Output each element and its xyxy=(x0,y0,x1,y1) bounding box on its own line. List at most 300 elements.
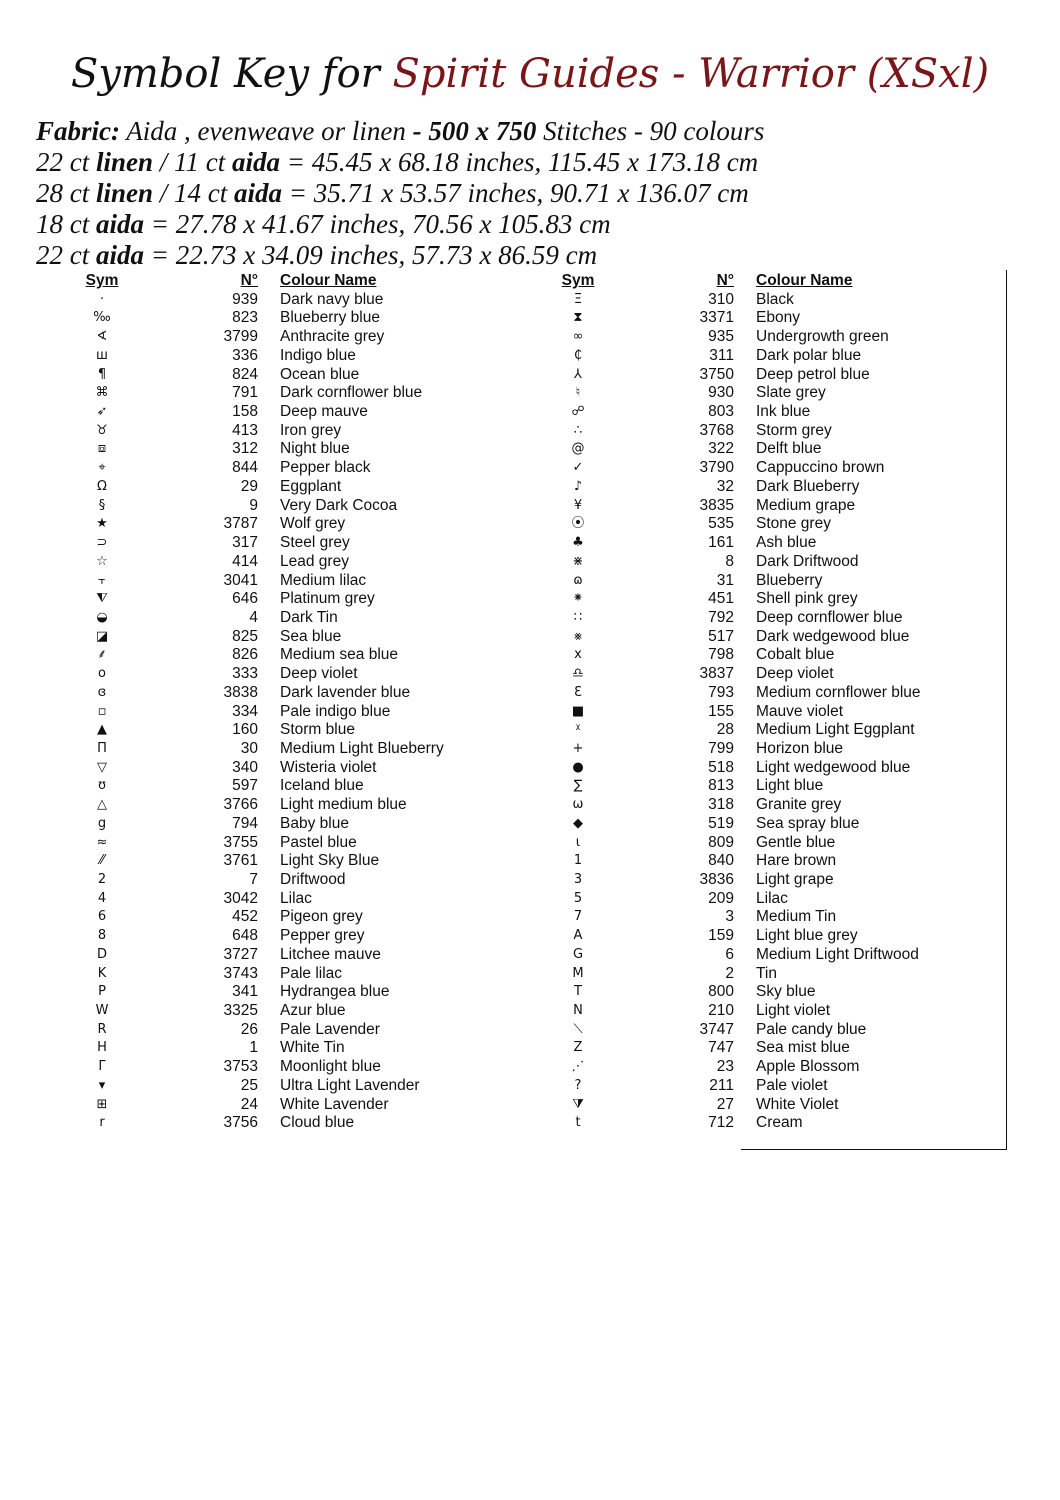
sym-header: Sym xyxy=(85,272,119,289)
colour-name-cell: Dark Blueberry xyxy=(756,477,860,495)
symbol-cell: ∴ xyxy=(573,422,583,438)
symbol-cell: ⟍ xyxy=(573,1021,583,1037)
fabric-label: Fabric: xyxy=(36,116,120,146)
number-cell: 826 xyxy=(232,646,258,664)
colour-name-cell: Mauve violet xyxy=(756,702,844,720)
table-row xyxy=(546,534,966,553)
symbol-cell: ɷ xyxy=(573,572,583,588)
table-row xyxy=(546,1096,966,1115)
table-row xyxy=(546,1002,966,1021)
number-cell: 155 xyxy=(708,702,734,720)
table-row xyxy=(70,515,490,534)
colour-name-cell: Dark Tin xyxy=(280,608,338,626)
table-row xyxy=(70,534,490,553)
symbol-cell: △ xyxy=(97,797,107,813)
table-row xyxy=(546,291,966,310)
number-cell: 518 xyxy=(708,758,734,776)
table-row xyxy=(546,665,966,684)
colour-name-cell: Sea spray blue xyxy=(756,814,860,832)
colour-name-cell: Light medium blue xyxy=(280,796,407,814)
table-row xyxy=(546,366,966,385)
number-cell: 414 xyxy=(232,552,258,570)
table-row xyxy=(70,796,490,815)
symbol-cell: ◒ xyxy=(96,609,108,625)
table-row xyxy=(70,1096,490,1115)
table-row xyxy=(546,440,966,459)
colour-name-cell: Anthracite grey xyxy=(280,328,385,346)
fabric-info xyxy=(36,116,1046,271)
page-title xyxy=(0,52,1060,96)
number-cell: 793 xyxy=(708,683,734,701)
symbol-cell: ∞ xyxy=(572,329,584,345)
symbol-cell: ? xyxy=(574,1077,582,1093)
colour-name-cell: Ink blue xyxy=(756,403,811,421)
colour-name-cell: Light violet xyxy=(756,1002,831,1020)
table-row xyxy=(546,1114,966,1133)
symbol-cell: ⁕ xyxy=(572,591,584,607)
colour-name-cell: Horizon blue xyxy=(756,739,844,757)
table-row xyxy=(546,497,966,516)
number-cell: 3325 xyxy=(223,1002,258,1020)
colour-name-cell: Black xyxy=(756,290,794,308)
symbol-cell: ω xyxy=(572,797,584,813)
colour-name-cell: Apple Blossom xyxy=(756,1058,860,1076)
table-row xyxy=(70,815,490,834)
fabric-size: - 500 x 750 xyxy=(412,116,537,146)
number-cell: 27 xyxy=(716,1095,734,1113)
symbol-cell: ∢ xyxy=(96,329,108,345)
table-row xyxy=(70,665,490,684)
number-cell: 209 xyxy=(708,889,734,907)
symbol-cell: ‰ xyxy=(93,310,111,326)
symbol-cell: ◪ xyxy=(95,628,109,644)
symbol-cell: 5 xyxy=(573,890,583,906)
symbol-cell: ш xyxy=(96,347,108,363)
number-cell: 452 xyxy=(232,908,258,926)
symbol-cell: K xyxy=(97,965,107,981)
colour-name-cell: Pale candy blue xyxy=(756,1020,867,1038)
size-line: 22 ct aida = 22.73 x 34.09 inches, 57.73 x 86.59 cm xyxy=(36,240,598,270)
symbol-cell: x xyxy=(574,647,582,663)
number-cell: 26 xyxy=(240,1020,258,1038)
symbol-cell: ⋰ xyxy=(571,1059,585,1075)
symbol-cell: Z xyxy=(573,1040,583,1056)
symbol-cell: ♉ xyxy=(96,422,108,438)
table-row xyxy=(70,1021,490,1040)
table-row xyxy=(546,459,966,478)
table-row xyxy=(546,553,966,572)
symbol-cell: 7 xyxy=(573,909,583,925)
symbol-cell: ♪ xyxy=(573,478,583,494)
number-cell: 712 xyxy=(708,1114,734,1132)
table-row xyxy=(546,572,966,591)
table-row xyxy=(70,478,490,497)
colour-name-cell: Pale violet xyxy=(756,1076,828,1094)
number-cell: 939 xyxy=(232,290,258,308)
symbol-cell: A xyxy=(573,928,583,944)
colour-name-cell: Pale indigo blue xyxy=(280,702,391,720)
fabric-materials: Aida , evenweave or linen xyxy=(120,116,413,146)
fabric-line xyxy=(36,116,1046,147)
symbol-cell: ⧈ xyxy=(97,441,107,457)
bottom-border xyxy=(741,1149,1007,1150)
table-row xyxy=(546,852,966,871)
number-cell: 798 xyxy=(708,646,734,664)
symbol-cell: ⧗ xyxy=(573,310,583,326)
num-header: N° xyxy=(716,272,734,289)
colour-name-cell: Ebony xyxy=(756,309,800,327)
number-cell: 3837 xyxy=(699,665,734,683)
table-header xyxy=(70,272,490,291)
colour-name-cell: Cloud blue xyxy=(280,1114,355,1132)
colour-name-cell: Medium lilac xyxy=(280,571,367,589)
table-row xyxy=(70,403,490,422)
symbol-cell: W xyxy=(95,1003,109,1019)
number-cell: 792 xyxy=(708,608,734,626)
number-cell: 23 xyxy=(716,1058,734,1076)
number-cell: 3743 xyxy=(223,964,258,982)
colour-name-cell: White Lavender xyxy=(280,1095,389,1113)
symbol-cell: ▫ xyxy=(97,703,107,719)
right-border xyxy=(1006,270,1007,1150)
symbol-cell: P xyxy=(98,984,106,1000)
symbol-cell: ➶ xyxy=(96,404,108,420)
number-cell: 25 xyxy=(240,1076,258,1094)
symbol-cell: o xyxy=(98,666,106,682)
symbol-cell: ⌘ xyxy=(95,385,109,401)
table-row xyxy=(70,628,490,647)
symbol-cell: ₵ xyxy=(573,347,583,363)
colour-name-cell: Dark cornflower blue xyxy=(280,384,423,402)
symbol-cell: D xyxy=(96,946,107,962)
name-header: Colour Name xyxy=(756,272,853,289)
colour-name-cell: Wolf grey xyxy=(280,515,346,533)
symbol-cell: Γ xyxy=(98,1059,106,1075)
colour-name-cell: Ultra Light Lavender xyxy=(280,1076,420,1094)
table-row xyxy=(70,740,490,759)
table-row xyxy=(70,328,490,347)
number-cell: 3799 xyxy=(223,328,258,346)
table-row xyxy=(70,1114,490,1133)
colour-name-cell: Deep violet xyxy=(756,665,834,683)
number-cell: 813 xyxy=(708,777,734,795)
colour-name-cell: Slate grey xyxy=(756,384,826,402)
colour-name-cell: Blueberry blue xyxy=(280,309,380,327)
number-cell: 844 xyxy=(232,459,258,477)
symbol-cell: ɞ xyxy=(97,684,107,700)
table-header xyxy=(546,272,966,291)
colour-name-cell: Dark lavender blue xyxy=(280,683,411,701)
symbol-cell: ✓ xyxy=(572,460,584,476)
number-cell: 803 xyxy=(708,403,734,421)
table-row xyxy=(546,983,966,1002)
number-cell: 809 xyxy=(708,833,734,851)
table-row xyxy=(70,852,490,871)
symbol-cell: 4 xyxy=(97,890,107,906)
colour-name-cell: Granite grey xyxy=(756,796,842,814)
symbol-cell: 2 xyxy=(97,872,107,887)
symbol-cell: ▲ xyxy=(97,722,107,738)
colour-name-cell: Platinum grey xyxy=(280,590,375,608)
number-cell: 341 xyxy=(232,983,258,1001)
table-row xyxy=(546,815,966,834)
number-cell: 2 xyxy=(725,964,734,982)
number-cell: 30 xyxy=(240,739,258,757)
colour-name-cell: Baby blue xyxy=(280,814,349,832)
colour-name-cell: Eggplant xyxy=(280,477,342,495)
number-cell: 7 xyxy=(249,871,258,888)
symbol-cell: ∑ xyxy=(573,778,583,794)
number-cell: 160 xyxy=(232,721,258,739)
symbol-cell: ◆ xyxy=(573,815,583,831)
number-cell: 6 xyxy=(725,945,734,963)
symbol-cell: ♎ xyxy=(572,666,584,682)
number-cell: 3753 xyxy=(223,1058,258,1076)
colour-name-cell: Wisteria violet xyxy=(280,758,377,776)
symbol-cell: ⌖ xyxy=(98,460,106,476)
number-cell: 597 xyxy=(232,777,258,795)
number-cell: 3836 xyxy=(699,871,734,888)
table-row xyxy=(546,1077,966,1096)
number-cell: 413 xyxy=(232,421,258,439)
symbol-cell: 3 xyxy=(573,872,583,887)
number-cell: 3747 xyxy=(699,1020,734,1038)
number-cell: 840 xyxy=(708,852,734,870)
table-row xyxy=(546,684,966,703)
number-cell: 3 xyxy=(725,908,734,926)
symbol-cell: @ xyxy=(571,441,585,457)
number-cell: 3371 xyxy=(699,309,734,327)
colour-name-cell: Indigo blue xyxy=(280,346,356,364)
number-cell: 3041 xyxy=(223,571,258,589)
table-row xyxy=(70,422,490,441)
colour-name-cell: Storm blue xyxy=(280,721,355,739)
table-row xyxy=(70,309,490,328)
table-row xyxy=(546,1039,966,1058)
symbol-cell: ▽ xyxy=(97,759,107,775)
colour-name-cell: Pepper black xyxy=(280,459,371,477)
number-cell: 930 xyxy=(708,384,734,402)
symbol-cell: ¥ xyxy=(573,497,583,513)
colour-name-cell: Cappuccino brown xyxy=(756,459,885,477)
size-line: 18 ct aida = 27.78 x 41.67 inches, 70.56 x 105.83 cm xyxy=(36,209,611,239)
symbol-cell: ⨳ xyxy=(573,628,583,644)
symbol-cell: ⊞ xyxy=(96,1096,108,1112)
colour-name-cell: Tin xyxy=(756,964,777,982)
table-row xyxy=(546,478,966,497)
symbol-cell: ■ xyxy=(571,703,585,719)
table-row xyxy=(546,609,966,628)
table-row xyxy=(70,609,490,628)
number-cell: 791 xyxy=(232,384,258,402)
colour-name-cell: White Tin xyxy=(280,1039,345,1057)
table-row xyxy=(70,721,490,740)
number-cell: 29 xyxy=(240,477,258,495)
table-row xyxy=(70,1077,490,1096)
symbol-cell: ⧩ xyxy=(572,1096,584,1112)
colour-name-cell: Lead grey xyxy=(280,552,349,570)
number-cell: 517 xyxy=(708,627,734,645)
number-cell: 799 xyxy=(708,739,734,757)
symbol-cell: ≈ xyxy=(96,834,108,850)
table-row xyxy=(70,946,490,965)
table-row xyxy=(70,983,490,1002)
colour-name-cell: Sky blue xyxy=(756,983,816,1001)
symbol-cell: ● xyxy=(572,759,584,775)
table-row xyxy=(70,590,490,609)
table-row xyxy=(70,1002,490,1021)
colour-name-cell: Deep petrol blue xyxy=(756,365,870,383)
colour-name-cell: Medium Light Driftwood xyxy=(756,945,919,963)
number-cell: 211 xyxy=(709,1076,734,1094)
colour-name-cell: Dark navy blue xyxy=(280,290,384,308)
number-cell: 535 xyxy=(708,515,734,533)
table-row xyxy=(70,684,490,703)
table-row xyxy=(70,366,490,385)
colour-name-cell: Deep cornflower blue xyxy=(756,608,903,626)
table-row xyxy=(70,777,490,796)
table-row xyxy=(546,890,966,909)
colour-name-cell: Storm grey xyxy=(756,421,832,439)
symbol-cell: ⋇ xyxy=(572,553,584,569)
symbol-cell: Π xyxy=(97,740,107,756)
number-cell: 4 xyxy=(249,608,258,626)
symbol-table-left xyxy=(70,272,490,1133)
number-cell: 334 xyxy=(232,702,258,720)
table-row xyxy=(546,740,966,759)
number-cell: 3755 xyxy=(223,833,258,851)
colour-name-cell: Sea blue xyxy=(280,627,342,645)
symbol-cell: ⊃ xyxy=(96,535,108,551)
table-row xyxy=(70,459,490,478)
symbol-cell: Ξ xyxy=(573,291,583,307)
symbol-cell: ♣ xyxy=(572,535,584,551)
table-row xyxy=(546,777,966,796)
symbol-cell: ¶ xyxy=(97,366,107,382)
symbol-cell: T xyxy=(574,984,582,1000)
colour-name-cell: Cobalt blue xyxy=(756,646,835,664)
symbol-cell: ∷ xyxy=(573,609,583,625)
number-cell: 519 xyxy=(708,814,734,832)
colour-name-cell: Hare brown xyxy=(756,852,837,870)
table-row xyxy=(546,759,966,778)
colour-name-cell: Dark Driftwood xyxy=(756,552,859,570)
number-cell: 825 xyxy=(232,627,258,645)
colour-name-cell: Lilac xyxy=(756,889,788,907)
symbol-cell: ⅄ xyxy=(574,366,582,382)
number-cell: 646 xyxy=(232,590,258,608)
symbol-cell: r xyxy=(99,1115,105,1131)
colour-name-cell: Night blue xyxy=(280,440,350,458)
number-cell: 3835 xyxy=(699,496,734,514)
symbol-cell: t xyxy=(575,1115,581,1131)
colour-name-cell: Medium Light Eggplant xyxy=(756,721,915,739)
number-cell: 3750 xyxy=(699,365,734,383)
table-row xyxy=(70,384,490,403)
number-cell: 210 xyxy=(708,1002,734,1020)
symbol-cell: ♮ xyxy=(575,385,581,401)
sym-header: Sym xyxy=(561,272,595,289)
colour-name-cell: Hydrangea blue xyxy=(280,983,390,1001)
size-line: 22 ct linen / 11 ct aida = 45.45 x 68.18 inches, 115.45 x 173.18 cm xyxy=(36,147,759,177)
number-cell: 317 xyxy=(232,534,258,552)
number-cell: 310 xyxy=(708,290,734,308)
table-row xyxy=(70,1058,490,1077)
table-row xyxy=(546,796,966,815)
table-row xyxy=(546,1058,966,1077)
table-row xyxy=(70,553,490,572)
colour-name-cell: Driftwood xyxy=(280,871,346,888)
table-row xyxy=(70,572,490,591)
symbol-cell: ʊ xyxy=(97,778,107,794)
colour-name-cell: Medium grape xyxy=(756,496,856,514)
table-row xyxy=(546,515,966,534)
colour-name-cell: Light blue xyxy=(756,777,824,795)
symbol-cell: ᵡ xyxy=(575,722,581,738)
table-row xyxy=(546,646,966,665)
table-row xyxy=(546,328,966,347)
colour-name-cell: Pepper grey xyxy=(280,927,365,945)
symbol-cell: g xyxy=(97,815,107,831)
colour-name-cell: Light grape xyxy=(756,871,834,888)
number-cell: 3727 xyxy=(223,945,258,963)
table-row xyxy=(70,759,490,778)
symbol-cell: ⧨ xyxy=(96,591,108,607)
colour-name-cell: Shell pink grey xyxy=(756,590,858,608)
symbol-cell: · xyxy=(99,291,105,307)
colour-name-cell: Dark polar blue xyxy=(756,346,862,364)
table-row xyxy=(546,946,966,965)
fabric-rest: Stitches - 90 colours xyxy=(536,116,765,146)
colour-name-cell: Ocean blue xyxy=(280,365,360,383)
colour-name-cell: Litchee mauve xyxy=(280,945,381,963)
number-cell: 32 xyxy=(716,477,734,495)
symbol-cell: ▾ xyxy=(98,1077,106,1093)
number-cell: 161 xyxy=(708,534,734,552)
colour-name-cell: Stone grey xyxy=(756,515,831,533)
pattern-name: Spirit Guides - Warrior (XSxl) xyxy=(392,51,990,97)
colour-name-cell: Light blue grey xyxy=(756,927,858,945)
symbol-cell: R xyxy=(97,1021,107,1037)
number-cell: 794 xyxy=(232,814,258,832)
table-row xyxy=(70,834,490,853)
colour-name-cell: Cream xyxy=(756,1114,803,1132)
table-row xyxy=(546,721,966,740)
number-cell: 824 xyxy=(232,365,258,383)
table-row xyxy=(70,347,490,366)
table-row xyxy=(546,422,966,441)
number-cell: 31 xyxy=(716,571,734,589)
number-cell: 336 xyxy=(232,346,258,364)
table-row xyxy=(546,309,966,328)
symbol-cell: § xyxy=(98,497,106,513)
number-cell: 1 xyxy=(249,1039,258,1057)
table-row xyxy=(70,291,490,310)
table-row xyxy=(546,871,966,890)
colour-name-cell: Medium sea blue xyxy=(280,646,399,664)
number-cell: 3042 xyxy=(223,889,258,907)
colour-name-cell: Delft blue xyxy=(756,440,822,458)
colour-name-cell: Very Dark Cocoa xyxy=(280,496,398,514)
colour-name-cell: Light Sky Blue xyxy=(280,852,380,870)
table-row xyxy=(70,497,490,516)
number-cell: 333 xyxy=(232,665,258,683)
table-row xyxy=(70,703,490,722)
number-cell: 823 xyxy=(232,309,258,327)
colour-name-cell: Sea mist blue xyxy=(756,1039,850,1057)
colour-name-cell: Medium Tin xyxy=(756,908,837,926)
number-cell: 648 xyxy=(232,927,258,945)
